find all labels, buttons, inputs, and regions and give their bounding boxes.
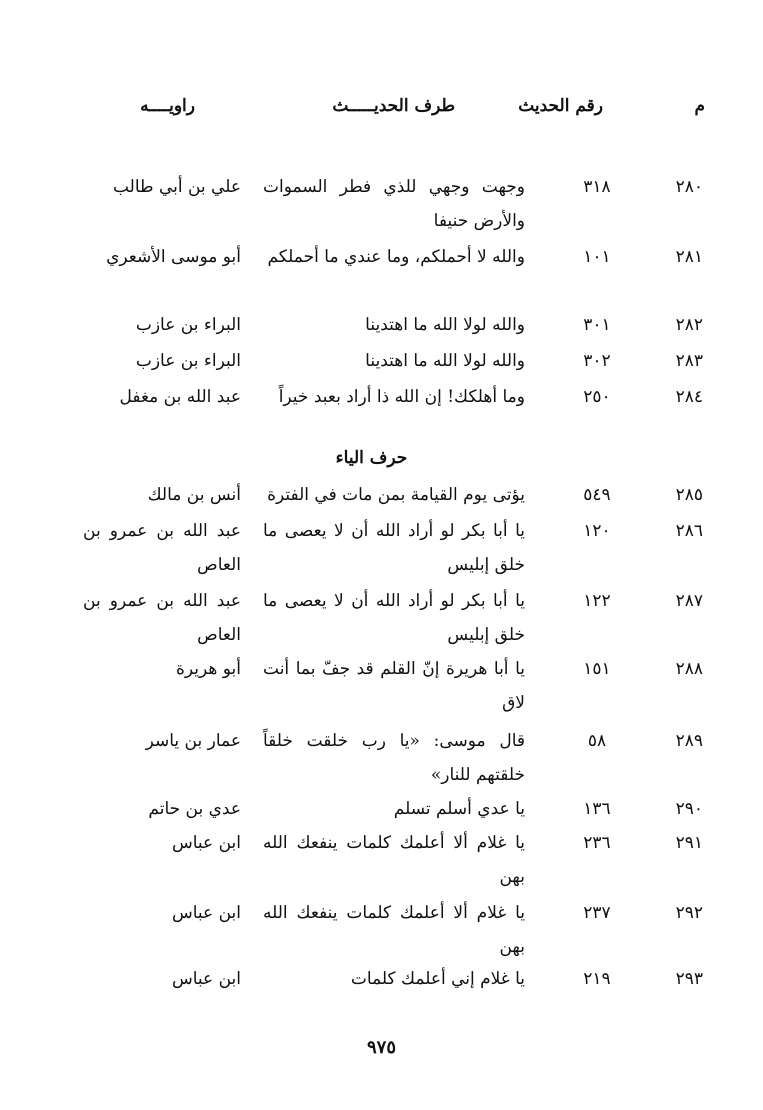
row-hadith-id: ١٠١ xyxy=(583,247,611,267)
row-narrator: البراء بن عازب xyxy=(135,315,241,335)
row-hadith-id: ٣١٨ xyxy=(583,177,611,197)
row-hadith-text: يا غلام ألا أعلمك كلمات ينفعك الله بهن xyxy=(263,833,525,887)
page-number: ٩٧٥ xyxy=(366,1037,396,1058)
row-narrator: أبو هريرة xyxy=(175,659,241,679)
header-number: م xyxy=(694,96,705,116)
row-hadith-text: وجهت وجهي للذي فطر السموات والأرض حنيفا xyxy=(263,177,525,231)
row-hadith-id: ١٢٢ xyxy=(583,591,611,611)
row-narrator: عمار بن ياسر xyxy=(145,731,241,751)
row-hadith-id: ١٢٠ xyxy=(583,521,611,541)
row-number: ٢٨١ xyxy=(675,247,703,267)
row-hadith-text: يا أبا بكر لو أراد الله أن لا يعصى ما خلق إبليس xyxy=(263,591,525,645)
row-hadith-id: ٢٣٦ xyxy=(583,833,611,853)
row-number: ٢٨٢ xyxy=(675,315,703,335)
row-hadith-id: ٥٨ xyxy=(587,731,607,751)
row-number: ٢٨٦ xyxy=(675,521,703,541)
row-hadith-text: يؤتى يوم القيامة بمن مات في الفترة xyxy=(267,485,525,505)
row-number: ٢٨٤ xyxy=(675,387,703,407)
row-narrator: أنس بن مالك xyxy=(147,485,241,505)
row-number: ٢٨٧ xyxy=(675,591,703,611)
row-number: ٢٨٩ xyxy=(675,731,703,751)
row-narrator: علي بن أبي طالب xyxy=(112,177,241,197)
row-hadith-text: يا غلام إني أعلمك كلمات xyxy=(350,969,525,989)
row-hadith-id: ٣٠١ xyxy=(583,315,611,335)
row-narrator: عبد الله بن عمرو بن العاص xyxy=(83,591,241,645)
row-number: ٢٨٥ xyxy=(675,485,703,505)
row-hadith-text: وما أهلكك! إن الله ذا أراد بعبد خيراً xyxy=(278,387,525,407)
row-narrator: عبد الله بن مغفل xyxy=(119,387,241,407)
table-header xyxy=(0,96,763,126)
row-number: ٢٩٢ xyxy=(675,903,703,923)
row-narrator: عبد الله بن عمرو بن العاص xyxy=(83,521,241,575)
row-hadith-text: يا غلام ألا أعلمك كلمات ينفعك الله بهن xyxy=(263,903,525,957)
row-hadith-text: قال موسى: «يا رب خلقت خلقاً خلقتهم للنار» xyxy=(263,731,525,785)
section-title: حرف الياء xyxy=(335,448,408,468)
row-hadith-text: والله لا أحملكم، وما عندي ما أحملكم xyxy=(267,247,525,267)
row-narrator: ابن عباس xyxy=(171,903,241,923)
row-hadith-id: ٢١٩ xyxy=(583,969,611,989)
row-narrator: ابن عباس xyxy=(171,833,241,853)
row-narrator: عدي بن حاتم xyxy=(148,799,241,819)
header-narrator: راويــــه xyxy=(140,96,195,116)
row-hadith-text: يا عدي أسلم تسلم xyxy=(393,799,525,819)
header-hadith-id: رقم الحديث xyxy=(518,96,603,116)
row-hadith-id: ١٣٦ xyxy=(583,799,611,819)
header-hadith-text: طرف الحديـــــث xyxy=(332,96,455,116)
row-hadith-text: يا أبا هريرة إنّ القلم قد جفّ بما أنت لاق xyxy=(263,659,525,713)
row-number: ٢٩١ xyxy=(675,833,703,853)
row-number: ٢٩٠ xyxy=(675,799,703,819)
row-number: ٢٨٠ xyxy=(675,177,703,197)
row-narrator: ابن عباس xyxy=(171,969,241,989)
row-narrator: البراء بن عازب xyxy=(135,351,241,371)
row-number: ٢٩٣ xyxy=(675,969,703,989)
row-narrator: أبو موسى الأشعري xyxy=(106,247,241,267)
row-number: ٢٨٣ xyxy=(675,351,703,371)
row-hadith-text: يا أبا بكر لو أراد الله أن لا يعصى ما خلق إبليس xyxy=(263,521,525,575)
row-hadith-id: ٣٠٢ xyxy=(583,351,611,371)
row-hadith-text: والله لولا الله ما اهتدينا xyxy=(365,351,525,371)
row-hadith-id: ٢٥٠ xyxy=(583,387,611,407)
row-hadith-id: ١٥١ xyxy=(583,659,611,679)
row-number: ٢٨٨ xyxy=(675,659,703,679)
row-hadith-id: ٥٤٩ xyxy=(583,485,611,505)
row-hadith-text: والله لولا الله ما اهتدينا xyxy=(365,315,525,335)
row-hadith-id: ٢٣٧ xyxy=(583,903,611,923)
